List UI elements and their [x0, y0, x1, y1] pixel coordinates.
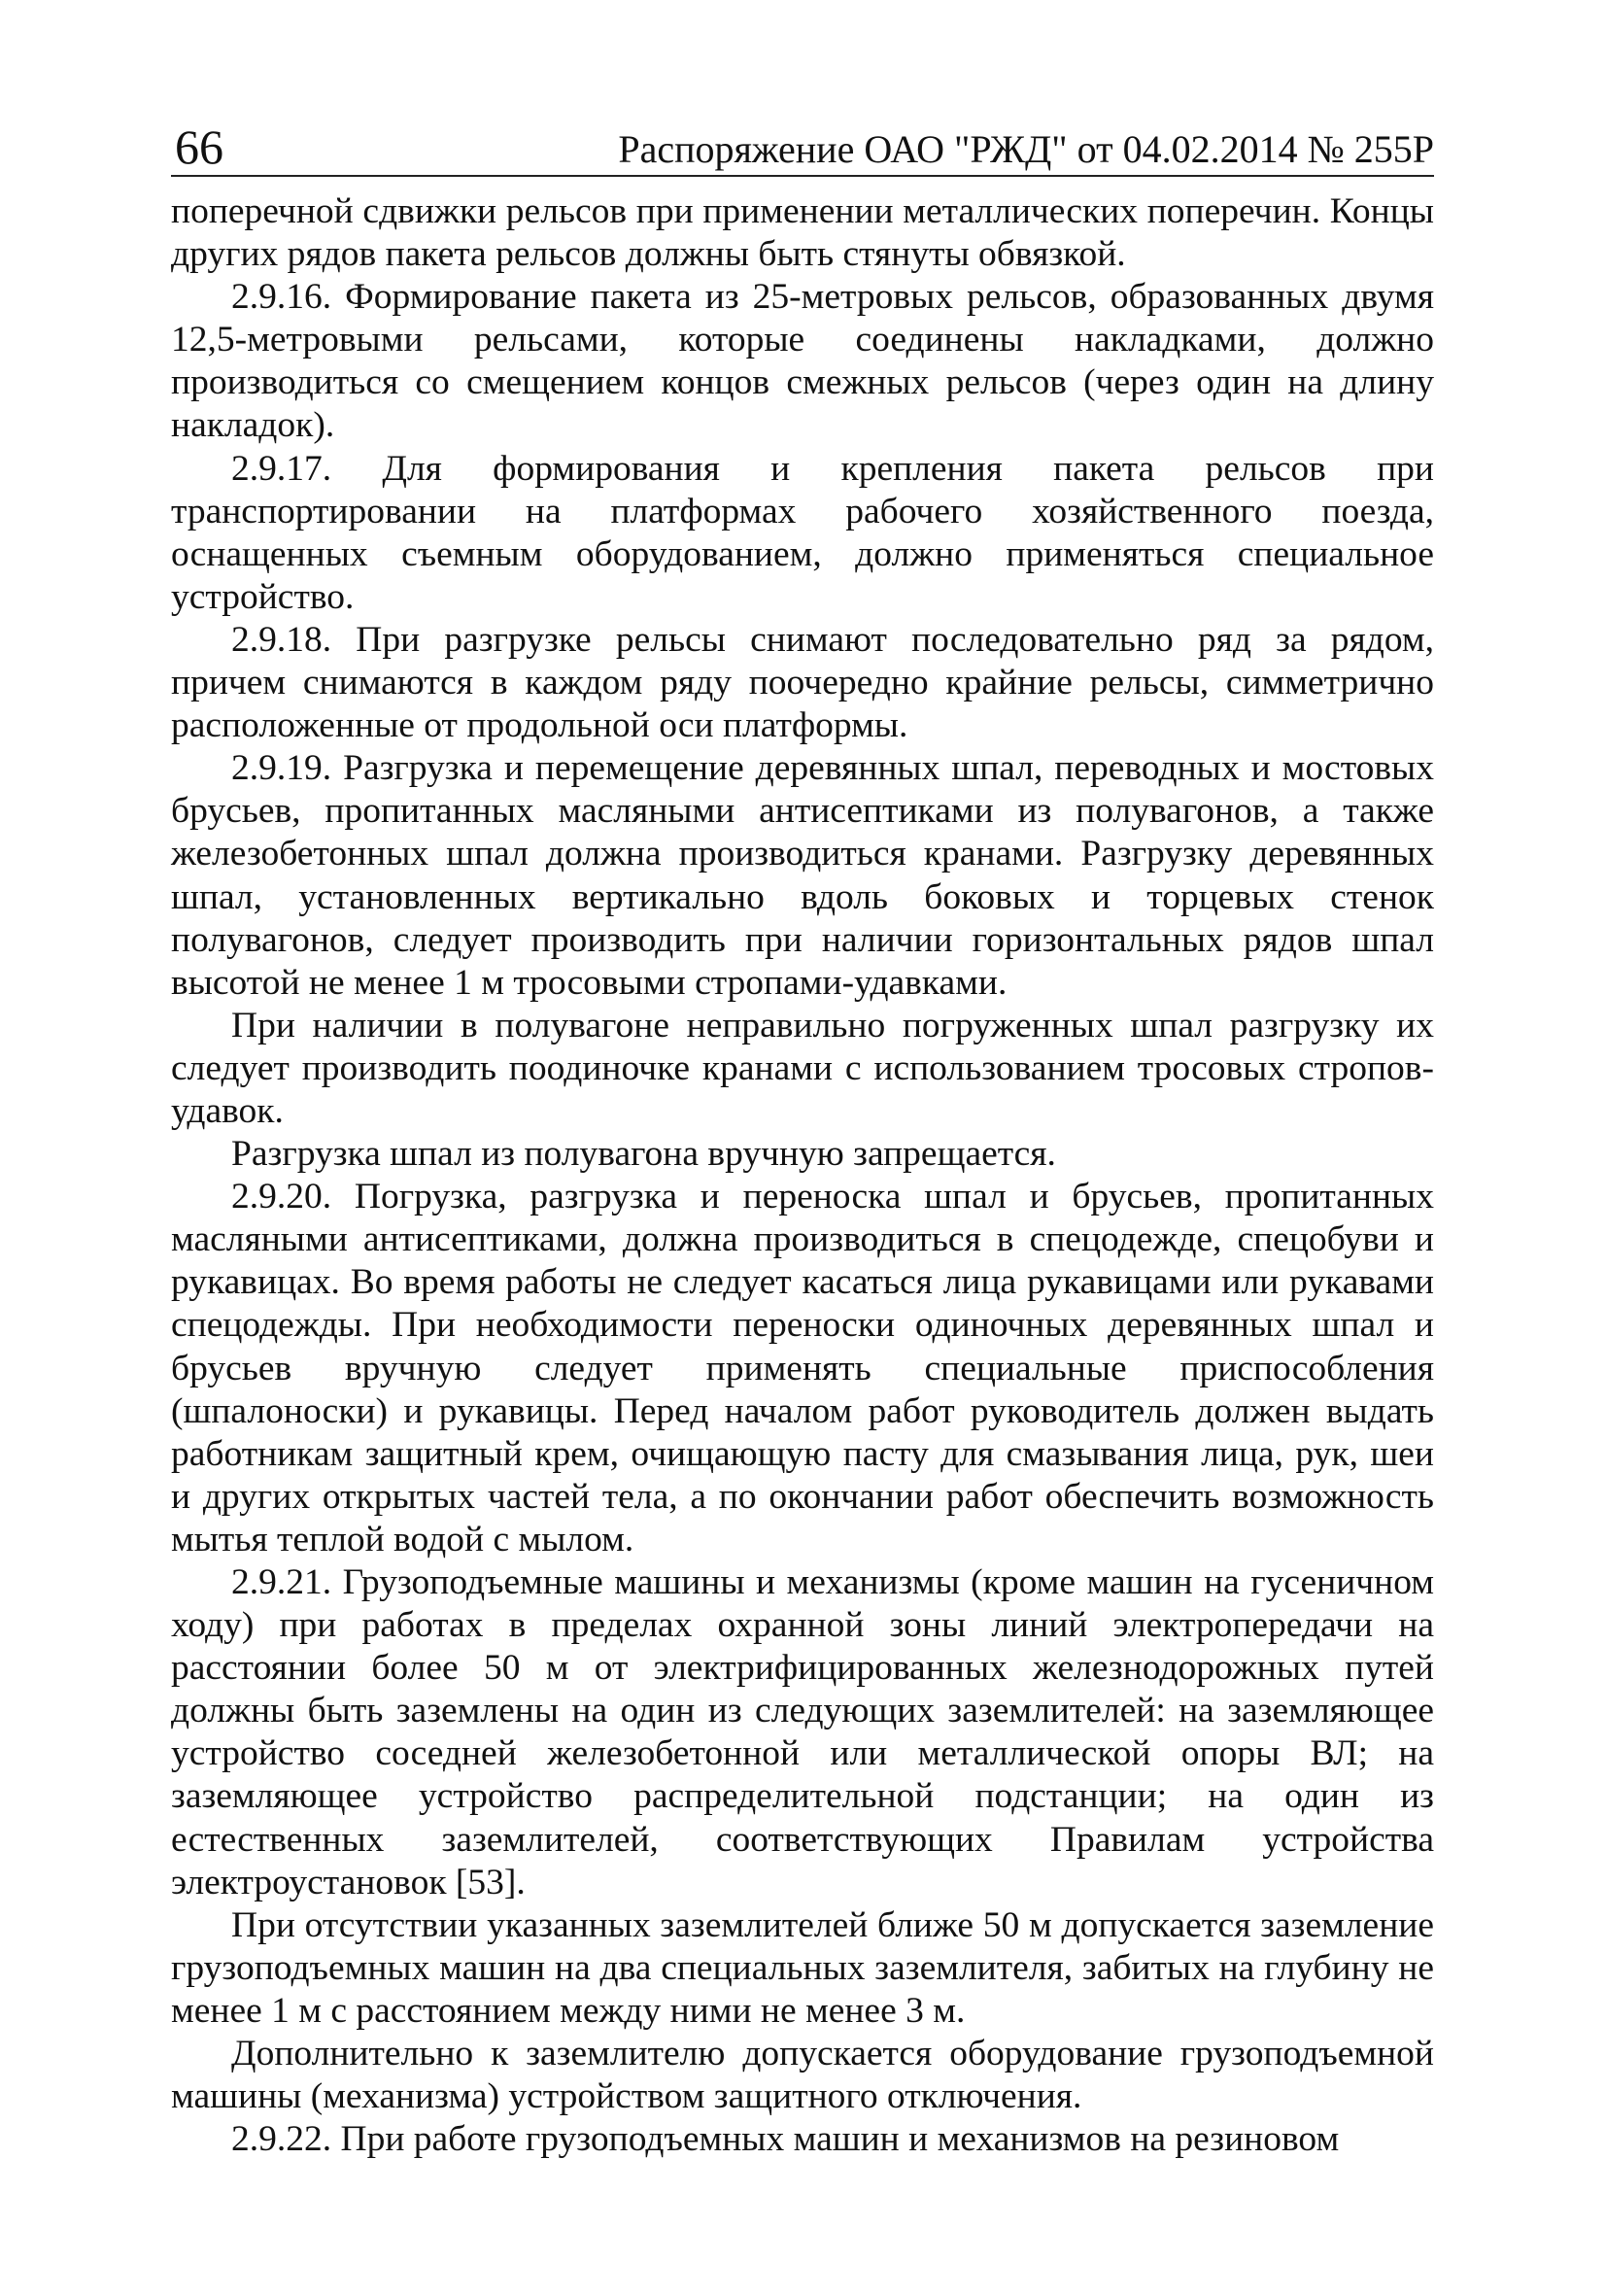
document-page — [171, 115, 1434, 2161]
paragraph-2-9-19: 2.9.19. Разгрузка и перемещение деревянных шпал, переводных и мостовых брусьев, пропитанных масляными антисептиками из полувагонов, а также железобетонных шпал должна производиться кранами. Разгрузку деревянных шпал, установленных вертикально вдоль боковых и торцевых стенок полувагонов, следует производить при наличии горизонтальных рядов шпал высотой не менее 1 м тросовыми стропами-удавками. — [171, 748, 1434, 1003]
paragraph-2-9-16: 2.9.16. Формирование пакета из 25-метровых рельсов, образованных двумя 12,5-метровыми рельсами, которые соединены накладками, должно производиться со смещением концов смежных рельсов (через один на длину накладок). — [171, 277, 1434, 446]
paragraph-continuation: поперечной сдвижки рельсов при применении металлических поперечин. Концы других рядов пакета рельсов должны быть стянуты обвязкой. — [171, 191, 1434, 275]
paragraph-protective-shutdown: Дополнительно к заземлителю допускается оборудование грузоподъемной машины (механизма) устройством защитного отключения. — [171, 2034, 1434, 2117]
body-text — [171, 190, 1434, 2161]
paragraph-2-9-17: 2.9.17. Для формирования и крепления пакета рельсов при транспортировании на платформах рабочего хозяйственного поезда, оснащенных съемным оборудованием, должно применяться специальное устройство. — [171, 448, 1434, 617]
paragraph-2-9-18: 2.9.18. При разгрузке рельсы снимают последовательно ряд за рядом, причем снимаются в каждом ряду поочередно крайние рельсы, симметрично расположенные от продольной оси платформы. — [171, 619, 1434, 746]
paragraph-2-9-21: 2.9.21. Грузоподъемные машины и механизмы (кроме машин на гусеничном ходу) при работах в пределах охранной зоны линий электропередачи на расстоянии более 50 м от электрифицированных железнодорожных путей должны быть заземлены на один из следующих заземлителей: на заземляющее устройство соседней железобетонной или металлической опоры ВЛ; на заземляющее устройство распределительной подстанции; на один из естественных заземлителей, соответствующих Правилам устройства электроустановок [53]. — [171, 1562, 1434, 1902]
paragraph-2-9-22: 2.9.22. При работе грузоподъемных машин и механизмов на резиновом — [231, 2119, 1340, 2160]
paragraph-sleepers-crane: При наличии в полувагоне неправильно погруженных шпал разгрузку их следует производить поодиночке кранами с использованием тросовых стропов-удавок. — [171, 1005, 1434, 1131]
paragraph-2-9-20: 2.9.20. Погрузка, разгрузка и переноска шпал и брусьев, пропитанных масляными антисептиками, должна производиться в спецодежде, спецобуви и рукавицах. Во время работы не следует касаться лица рукавицами или рукавами спецодежды. При необходимости переноски одиночных деревянных шпал и брусьев вручную следует применять специальные приспособления (шпалоноски) и рукавицы. Перед началом работ руководитель должен выдать работникам защитный крем, очищающую пасту для смазывания лица, рук, шеи и других открытых частей тела, а по окончании работ обеспечить возможность мытья теплой водой с мылом. — [171, 1177, 1434, 1559]
page-header — [171, 115, 1434, 177]
page-number: 66 — [175, 120, 223, 174]
paragraph-grounding-alternative: При отсутствии указанных заземлителей ближе 50 м допускается заземление грузоподъемных машин на два специальных заземлителя, забитых на глубину не менее 1 м с расстоянием между ними не менее 3 м. — [171, 1904, 1434, 2031]
paragraph-manual-prohibited: Разгрузка шпал из полувагона вручную запрещается. — [231, 1134, 1056, 1175]
running-title: Распоряжение ОАО "РЖД" от 04.02.2014 № 255Р — [618, 127, 1434, 171]
